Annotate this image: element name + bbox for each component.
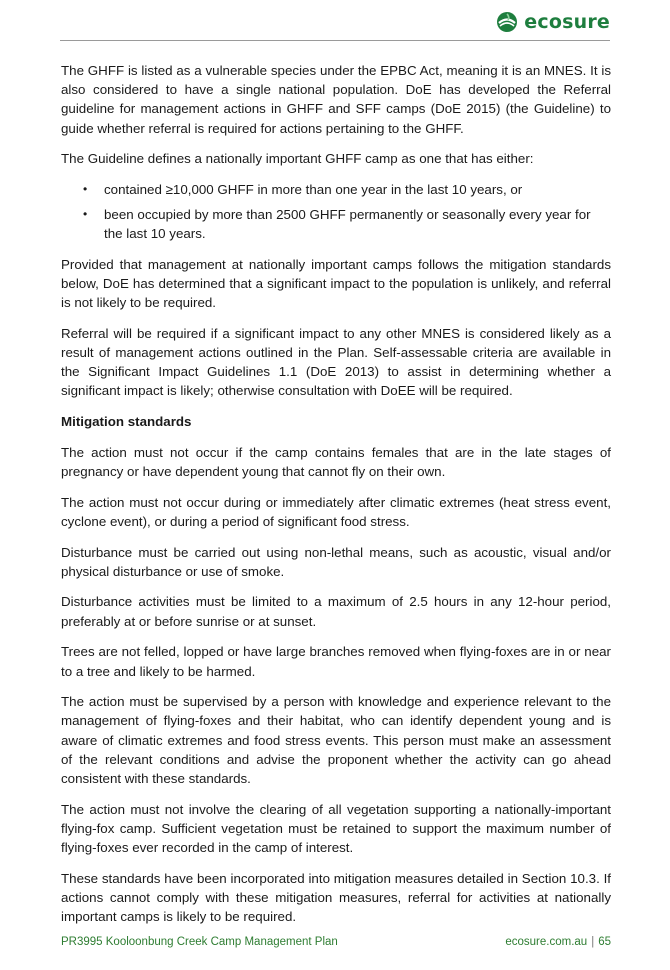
- paragraph-referral: Referral will be required if a significant impact to any other MNES is considered likely as a result of management actions outlined in the Plan. Self-assessable criteria are available in the Significant Impact Guidelines 1.1 (DoE 2013) to assist in determining whether a significant impact is likely; otherwise consultation with DoEE will be required.: [61, 325, 611, 399]
- standard-paragraph: These standards have been incorporated into mitigation measures detailed in Section 10.3. If actions cannot comply with these mitigation measures, referral for activities at nationally important camps is likely to be required.: [61, 870, 611, 925]
- bullet-icon: •: [83, 206, 88, 221]
- standard-paragraph: Disturbance must be carried out using non-lethal means, such as acoustic, visual and/or physical disturbance or use of smoke.: [61, 544, 611, 579]
- list-item: [61, 180, 611, 199]
- page-number: 65: [598, 936, 611, 948]
- list-item-text: contained ≥10,000 GHFF in more than one year in the last 10 years, or: [104, 182, 523, 198]
- standard-paragraph: The action must be supervised by a person with knowledge and experience relevant to the management of flying-foxes and their habitat, who can identify dependent young and is aware of climatic extremes and food stress events. This person must make an assessment of the relevant conditions and advise the proponent whether the activity can go ahead consistent with these standards.: [61, 694, 611, 787]
- footer-separator: |: [591, 936, 595, 948]
- logo-wordmark: ecosure: [524, 11, 610, 33]
- footer-right: [505, 936, 611, 948]
- ecosure-logo: [496, 11, 610, 33]
- list-item-text: been occupied by more than 2500 GHFF permanently or seasonally every year for the last 10 years.: [104, 206, 591, 241]
- leaf-globe-icon: [496, 11, 518, 33]
- paragraph-guideline-definition: The Guideline defines a nationally important GHFF camp as one that has either:: [61, 151, 534, 167]
- page-header: [0, 0, 670, 42]
- section-heading: Mitigation standards: [61, 414, 192, 430]
- criteria-list: [61, 180, 611, 243]
- list-item: [61, 205, 611, 243]
- paragraph-ghff-listing: The GHFF is listed as a vulnerable species under the EPBC Act, meaning it is an MNES. It is also considered to have a single national population. DoE has developed the Referral guideline for management actions in GHFF and SFF camps (DoE 2015) (the Guideline) to guide whether referral is required for actions pertaining to the GHFF.: [61, 63, 611, 136]
- document-title: PR3995 Kooloonbung Creek Camp Management Plan: [61, 936, 338, 948]
- page-content: [61, 61, 611, 938]
- standard-paragraph: The action must not occur if the camp contains females that are in the late stages of pregnancy or have dependent young that cannot fly on their own.: [61, 444, 611, 479]
- standard-paragraph: Disturbance activities must be limited to a maximum of 2.5 hours in any 12-hour period, preferably at or before sunrise or at sunset.: [61, 594, 611, 629]
- standard-paragraph: The action must not involve the clearing of all vegetation supporting a nationally-important flying-fox camp. Sufficient vegetation must be retained to support the maximum number of flying-foxes ever recorded in the camp of interest.: [61, 801, 611, 856]
- page-footer: [61, 936, 611, 948]
- website-link[interactable]: ecosure.com.au: [505, 936, 588, 948]
- standard-paragraph: Trees are not felled, lopped or have large branches removed when flying-foxes are in or near to a tree and likely to be harmed.: [61, 644, 611, 679]
- bullet-icon: •: [83, 182, 88, 197]
- paragraph-mitigation-provision: Provided that management at nationally important camps follows the mitigation standards below, DoE has determined that a significant impact to the population is unlikely, and referral is not likely to be required.: [61, 256, 611, 311]
- standard-paragraph: The action must not occur during or immediately after climatic extremes (heat stress event, cyclone event), or during a period of significant food stress.: [61, 494, 611, 529]
- header-divider: [60, 40, 610, 41]
